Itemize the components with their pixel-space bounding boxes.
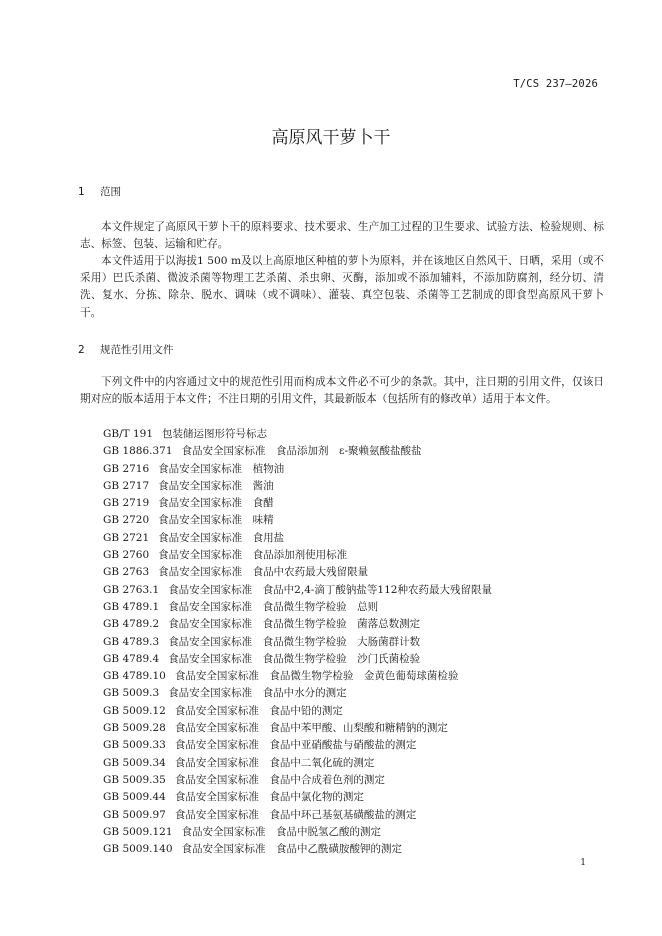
reference-code: GB 5009.97 xyxy=(103,808,166,821)
section-title: 范围 xyxy=(100,186,121,198)
reference-title: 食品安全国家标准 食品添加剂 ε-聚赖氨酸盐酸盐 xyxy=(181,445,422,458)
section-title: 规范性引用文件 xyxy=(100,344,174,356)
reference-item xyxy=(103,478,623,495)
reference-title: 食品安全国家标准 食品微生物学检验 大肠菌群计数 xyxy=(168,635,421,648)
reference-item xyxy=(103,547,623,564)
reference-item xyxy=(103,616,623,633)
reference-code: GB 4789.2 xyxy=(103,618,160,631)
reference-item xyxy=(103,599,623,616)
reference-title: 食品安全国家标准 食品中亚硝酸盐与硝酸盐的测定 xyxy=(174,739,417,752)
reference-title: 食品安全国家标准 味精 xyxy=(158,514,274,527)
reference-title: 食品安全国家标准 食品中2,4-滴丁酸钠盐等112种农药最大残留限量 xyxy=(168,583,492,596)
reference-code: GB 2717 xyxy=(103,479,150,492)
section-heading-references xyxy=(78,342,174,357)
reference-title: 食品安全国家标准 食品中脱氢乙酸的测定 xyxy=(181,825,382,838)
reference-code: GB 5009.34 xyxy=(103,756,166,769)
reference-title: 食品安全国家标准 植物油 xyxy=(158,462,285,475)
reference-title: 食品安全国家标准 食用盐 xyxy=(158,531,285,544)
reference-item xyxy=(103,720,623,737)
reference-title: 食品安全国家标准 食品添加剂使用标准 xyxy=(158,549,348,562)
reference-title: 食品安全国家标准 食品中乙酰磺胺酸钾的测定 xyxy=(181,843,403,856)
reference-item xyxy=(103,841,623,858)
reference-code: GB 4789.1 xyxy=(103,600,160,613)
reference-code: GB 1886.371 xyxy=(103,445,173,458)
reference-item xyxy=(103,789,623,806)
reference-code: GB 5009.121 xyxy=(103,825,173,838)
reference-item xyxy=(103,530,623,547)
reference-title: 食品安全国家标准 食品中铅的测定 xyxy=(174,704,343,717)
reference-code: GB 2763 xyxy=(103,566,150,579)
reference-code: GB 2719 xyxy=(103,497,150,510)
reference-item xyxy=(103,685,623,702)
reference-title: 食品安全国家标准 食醋 xyxy=(158,497,274,510)
reference-title: 食品安全国家标准 食品中氯化物的测定 xyxy=(174,791,364,804)
reference-item xyxy=(103,495,623,512)
reference-item xyxy=(103,755,623,772)
reference-item xyxy=(103,668,623,685)
section-heading-scope xyxy=(78,184,121,199)
reference-title: 食品安全国家标准 食品中水分的测定 xyxy=(168,687,347,700)
reference-title: 食品安全国家标准 食品中环己基氨基磺酸盐的测定 xyxy=(174,808,417,821)
reference-code: GB 2716 xyxy=(103,462,150,475)
reference-title: 食品安全国家标准 食品中农药最大残留限量 xyxy=(158,566,369,579)
reference-code: GB 2720 xyxy=(103,514,150,527)
references-intro: 下列文件中的内容通过文中的规范性引用而构成本文件必不可少的条款。其中，注日期的引用文件，仅该日期对应的版本适用于本文件；不注日期的引用文件，其最新版本（包括所有的修改单）适用于本文件。 xyxy=(80,376,604,406)
reference-code: GB 4789.3 xyxy=(103,635,160,648)
reference-code: GB 5009.3 xyxy=(103,687,160,700)
reference-item xyxy=(103,582,623,599)
reference-code: GB 5009.35 xyxy=(103,773,166,786)
reference-title: 食品安全国家标准 酱油 xyxy=(158,479,274,492)
reference-item xyxy=(103,737,623,754)
reference-code: GB 4789.10 xyxy=(103,670,166,683)
reference-item xyxy=(103,634,623,651)
page-number: 1 xyxy=(580,858,586,868)
reference-list xyxy=(103,426,623,858)
reference-code: GB 5009.140 xyxy=(103,843,173,856)
section-number: 1 xyxy=(78,186,85,198)
reference-code: GB 4789.4 xyxy=(103,652,160,665)
reference-item xyxy=(103,564,623,581)
scope-paragraph-1: 本文件规定了高原风干萝卜干的原料要求、技术要求、生产加工过程的卫生要求、试验方法、检验规则、标志、标签、包装、运输和贮存。 xyxy=(80,221,604,251)
reference-title: 食品安全国家标准 食品微生物学检验 金黄色葡萄球菌检验 xyxy=(174,670,459,683)
reference-title: 食品安全国家标准 食品中二氧化硫的测定 xyxy=(174,756,375,769)
reference-title: 食品安全国家标准 食品微生物学检验 总则 xyxy=(168,600,379,613)
reference-title: 食品安全国家标准 食品微生物学检验 沙门氏菌检验 xyxy=(168,652,421,665)
reference-code: GB 5009.33 xyxy=(103,739,166,752)
reference-title: 食品安全国家标准 食品中苯甲酸、山梨酸和糖精钠的测定 xyxy=(174,722,448,735)
reference-title: 食品安全国家标准 食品微生物学检验 菌落总数测定 xyxy=(168,618,421,631)
document-title: 高原风干萝卜干 xyxy=(271,128,391,148)
reference-item xyxy=(103,651,623,668)
reference-code: GB 2760 xyxy=(103,549,150,562)
scope-paragraph-2: 本文件适用于以海拔1 500 m及以上高原地区种植的萝卜为原料，并在该地区自然风干、日晒，采用（或不采用）巴氏杀菌、微波杀菌等物理工艺杀菌、杀虫卵、灭酶，添加或不添加辅料，不添加防腐剂，经分切、清洗、复水、分拣、除杂、脱水、调味（或不调味）、灌装、真空包装、杀菌等工艺制成的即食型高原风干萝卜干。 xyxy=(80,255,604,319)
section-number: 2 xyxy=(78,344,85,356)
reference-item xyxy=(103,426,623,443)
reference-item xyxy=(103,512,623,529)
reference-code: GB 5009.28 xyxy=(103,722,166,735)
reference-code: GB 5009.44 xyxy=(103,791,166,804)
reference-title: 包装储运图形符号标志 xyxy=(162,428,268,440)
reference-code: GB 5009.12 xyxy=(103,704,166,717)
reference-item xyxy=(103,461,623,478)
reference-item xyxy=(103,772,623,789)
reference-item xyxy=(103,807,623,824)
reference-code: GB/T 191 xyxy=(103,428,154,440)
reference-item xyxy=(103,703,623,720)
standard-number: T/CS 237—2026 xyxy=(513,78,598,90)
reference-item xyxy=(103,824,623,841)
reference-item xyxy=(103,443,623,460)
reference-code: GB 2763.1 xyxy=(103,583,160,596)
reference-title: 食品安全国家标准 食品中合成着色剂的测定 xyxy=(174,773,385,786)
reference-code: GB 2721 xyxy=(103,531,150,544)
